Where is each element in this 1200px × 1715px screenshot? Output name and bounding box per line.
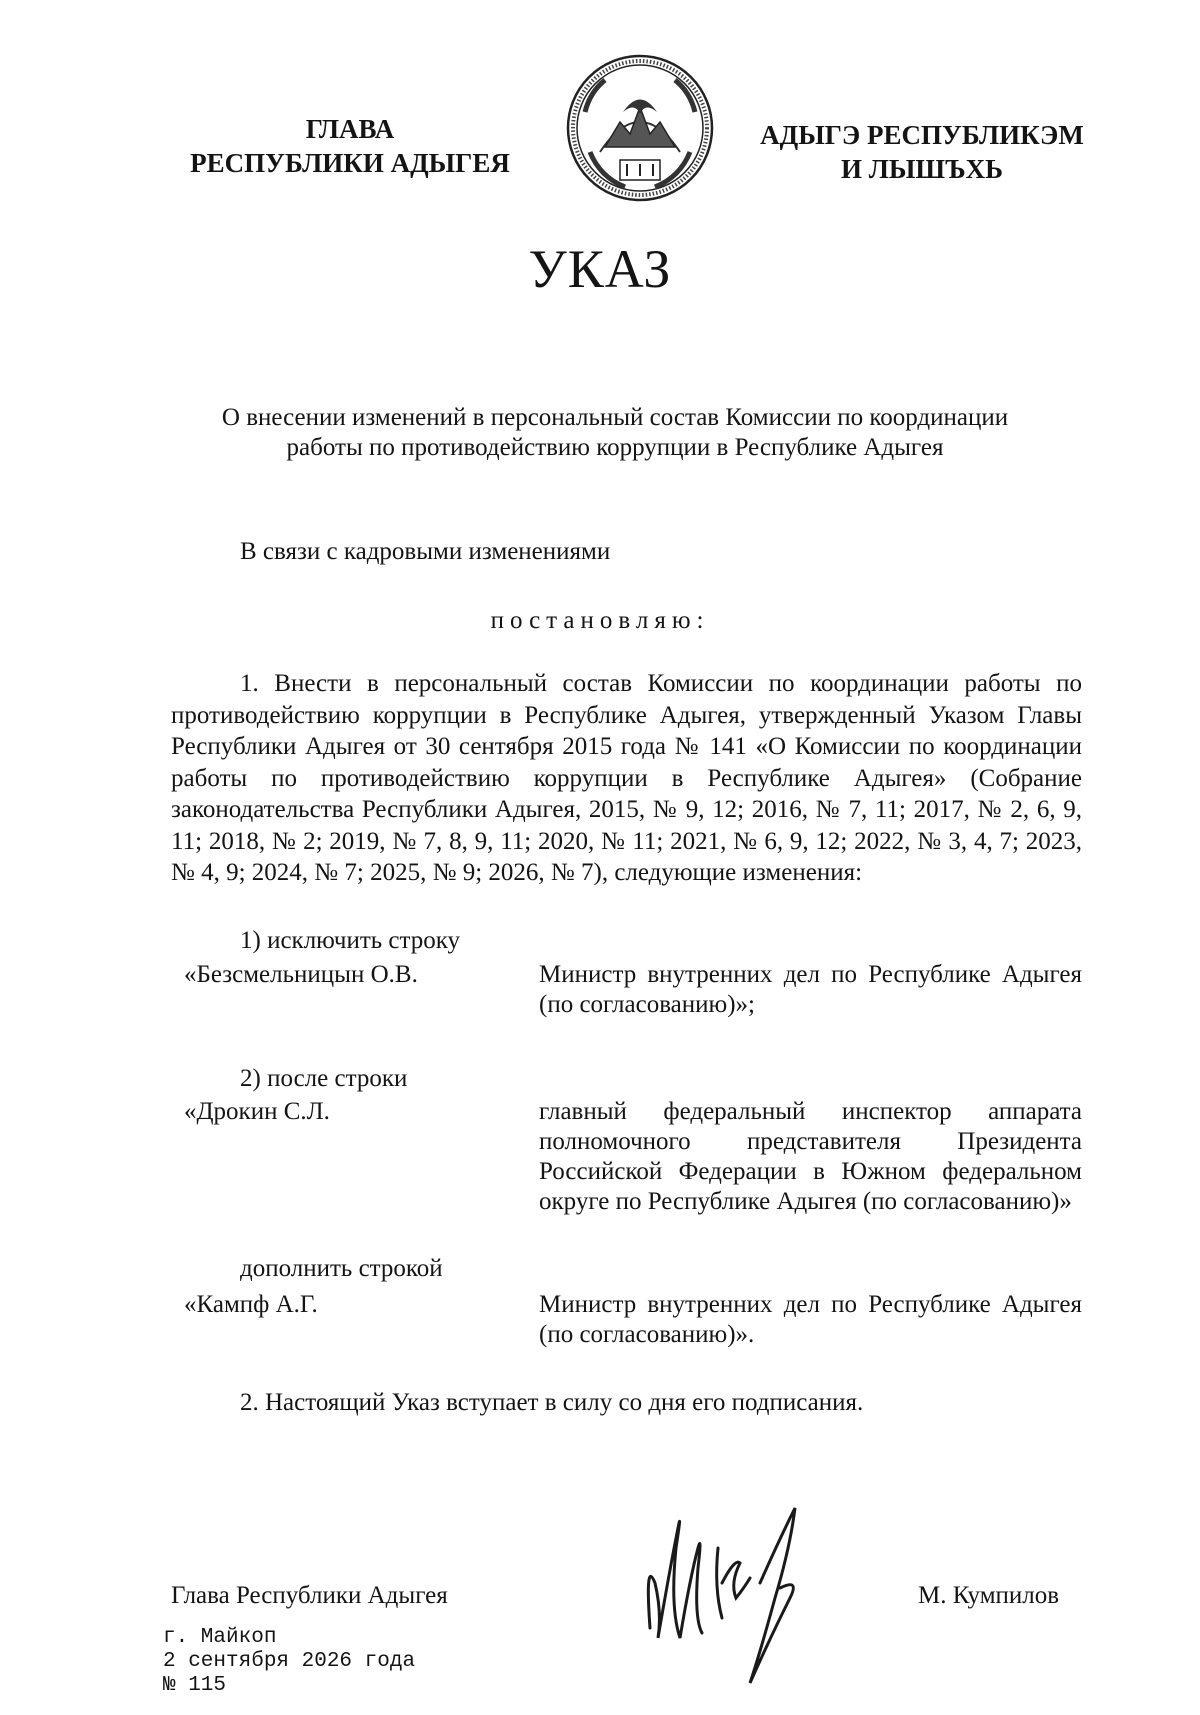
change-2-position: главный федеральный инспектор аппарата полномочного представителя Президента Российской Федерации в Южном федеральном округе по Республике Адыгея (по согласованию)» [539,1098,1082,1215]
change-2-person: «Дрокин С.Л. [184,1098,330,1125]
resolve-word: постановляю: [490,607,710,634]
change-3-label: дополнить строкой [240,1255,443,1282]
issuer-adyghe-line-2: И ЛЫШЪХЬ [840,154,1004,184]
decree-item-2: 2. Настоящий Указ вступает в силу со дня его подписания. [240,1389,864,1416]
subject-line-2: работы по противодействию коррупции в Республике Адыгея [286,434,944,461]
coat-of-arms-icon [565,52,715,204]
change-3-position: Министр внутренних дел по Республике Адыгея (по согласованию)». [539,1291,1082,1348]
change-1-label: 1) исключить строку [240,927,461,954]
decree-item-1: 1. Внести в персональный состав Комиссии по координации работы по противодействию коррупции в Республике Адыгея, утвержденный Указом Главы Республики Адыгея от 30 сентября 2015 года № 141 «О Комиссии по координации работы по противодействию коррупции в Республике Адыгея» (Собрание законодательства Республики Адыгея, 2015, № 9, 12; 2016, № 7, 11; 2017, № 2, 6, 9, 11; 2018, № 2; 2019, № 7, 8, 9, 11; 2020, № 11; 2021, № 6, 9, 12; 2022, № 3, 4, 7; 2023, № 4, 9; 2024, № 7; 2025, № 9; 2026, № 7), следующие изменения: [171,670,1082,886]
change-1-position: Министр внутренних дел по Республике Адыгея (по согласованию)»; [539,961,1082,1018]
change-3-person: «Кампф А.Г. [184,1291,318,1318]
issue-city: г. Майкоп [163,1626,277,1649]
decree-number: № 115 [163,1674,227,1697]
signatory-name: М. Кумпилов [918,1582,1060,1609]
issuer-line-2: РЕСПУБЛИКИ АДЫГЕЯ [190,148,510,178]
handwritten-signature-icon [640,1488,860,1688]
change-2-label: 2) после строки [240,1065,408,1092]
decree-reason: В связи с кадровыми изменениями [240,538,611,565]
document-title: УКАЗ [528,239,672,299]
issuer-title-adyghe [742,118,1102,186]
issuer-adyghe-line-1: АДЫГЭ РЕСПУБЛИКЭМ [760,120,1084,150]
decree-subject [150,403,1080,463]
issuer-line-1: ГЛАВА [305,114,395,144]
issuer-title-russian [175,112,525,180]
subject-line-1: О внесении изменений в персональный состав Комиссии по координации [221,404,1009,431]
change-1-person: «Безсмельницын О.В. [184,961,418,988]
issue-date: 2 сентября 2026 года [163,1650,416,1673]
signatory-position: Глава Республики Адыгея [171,1582,448,1609]
